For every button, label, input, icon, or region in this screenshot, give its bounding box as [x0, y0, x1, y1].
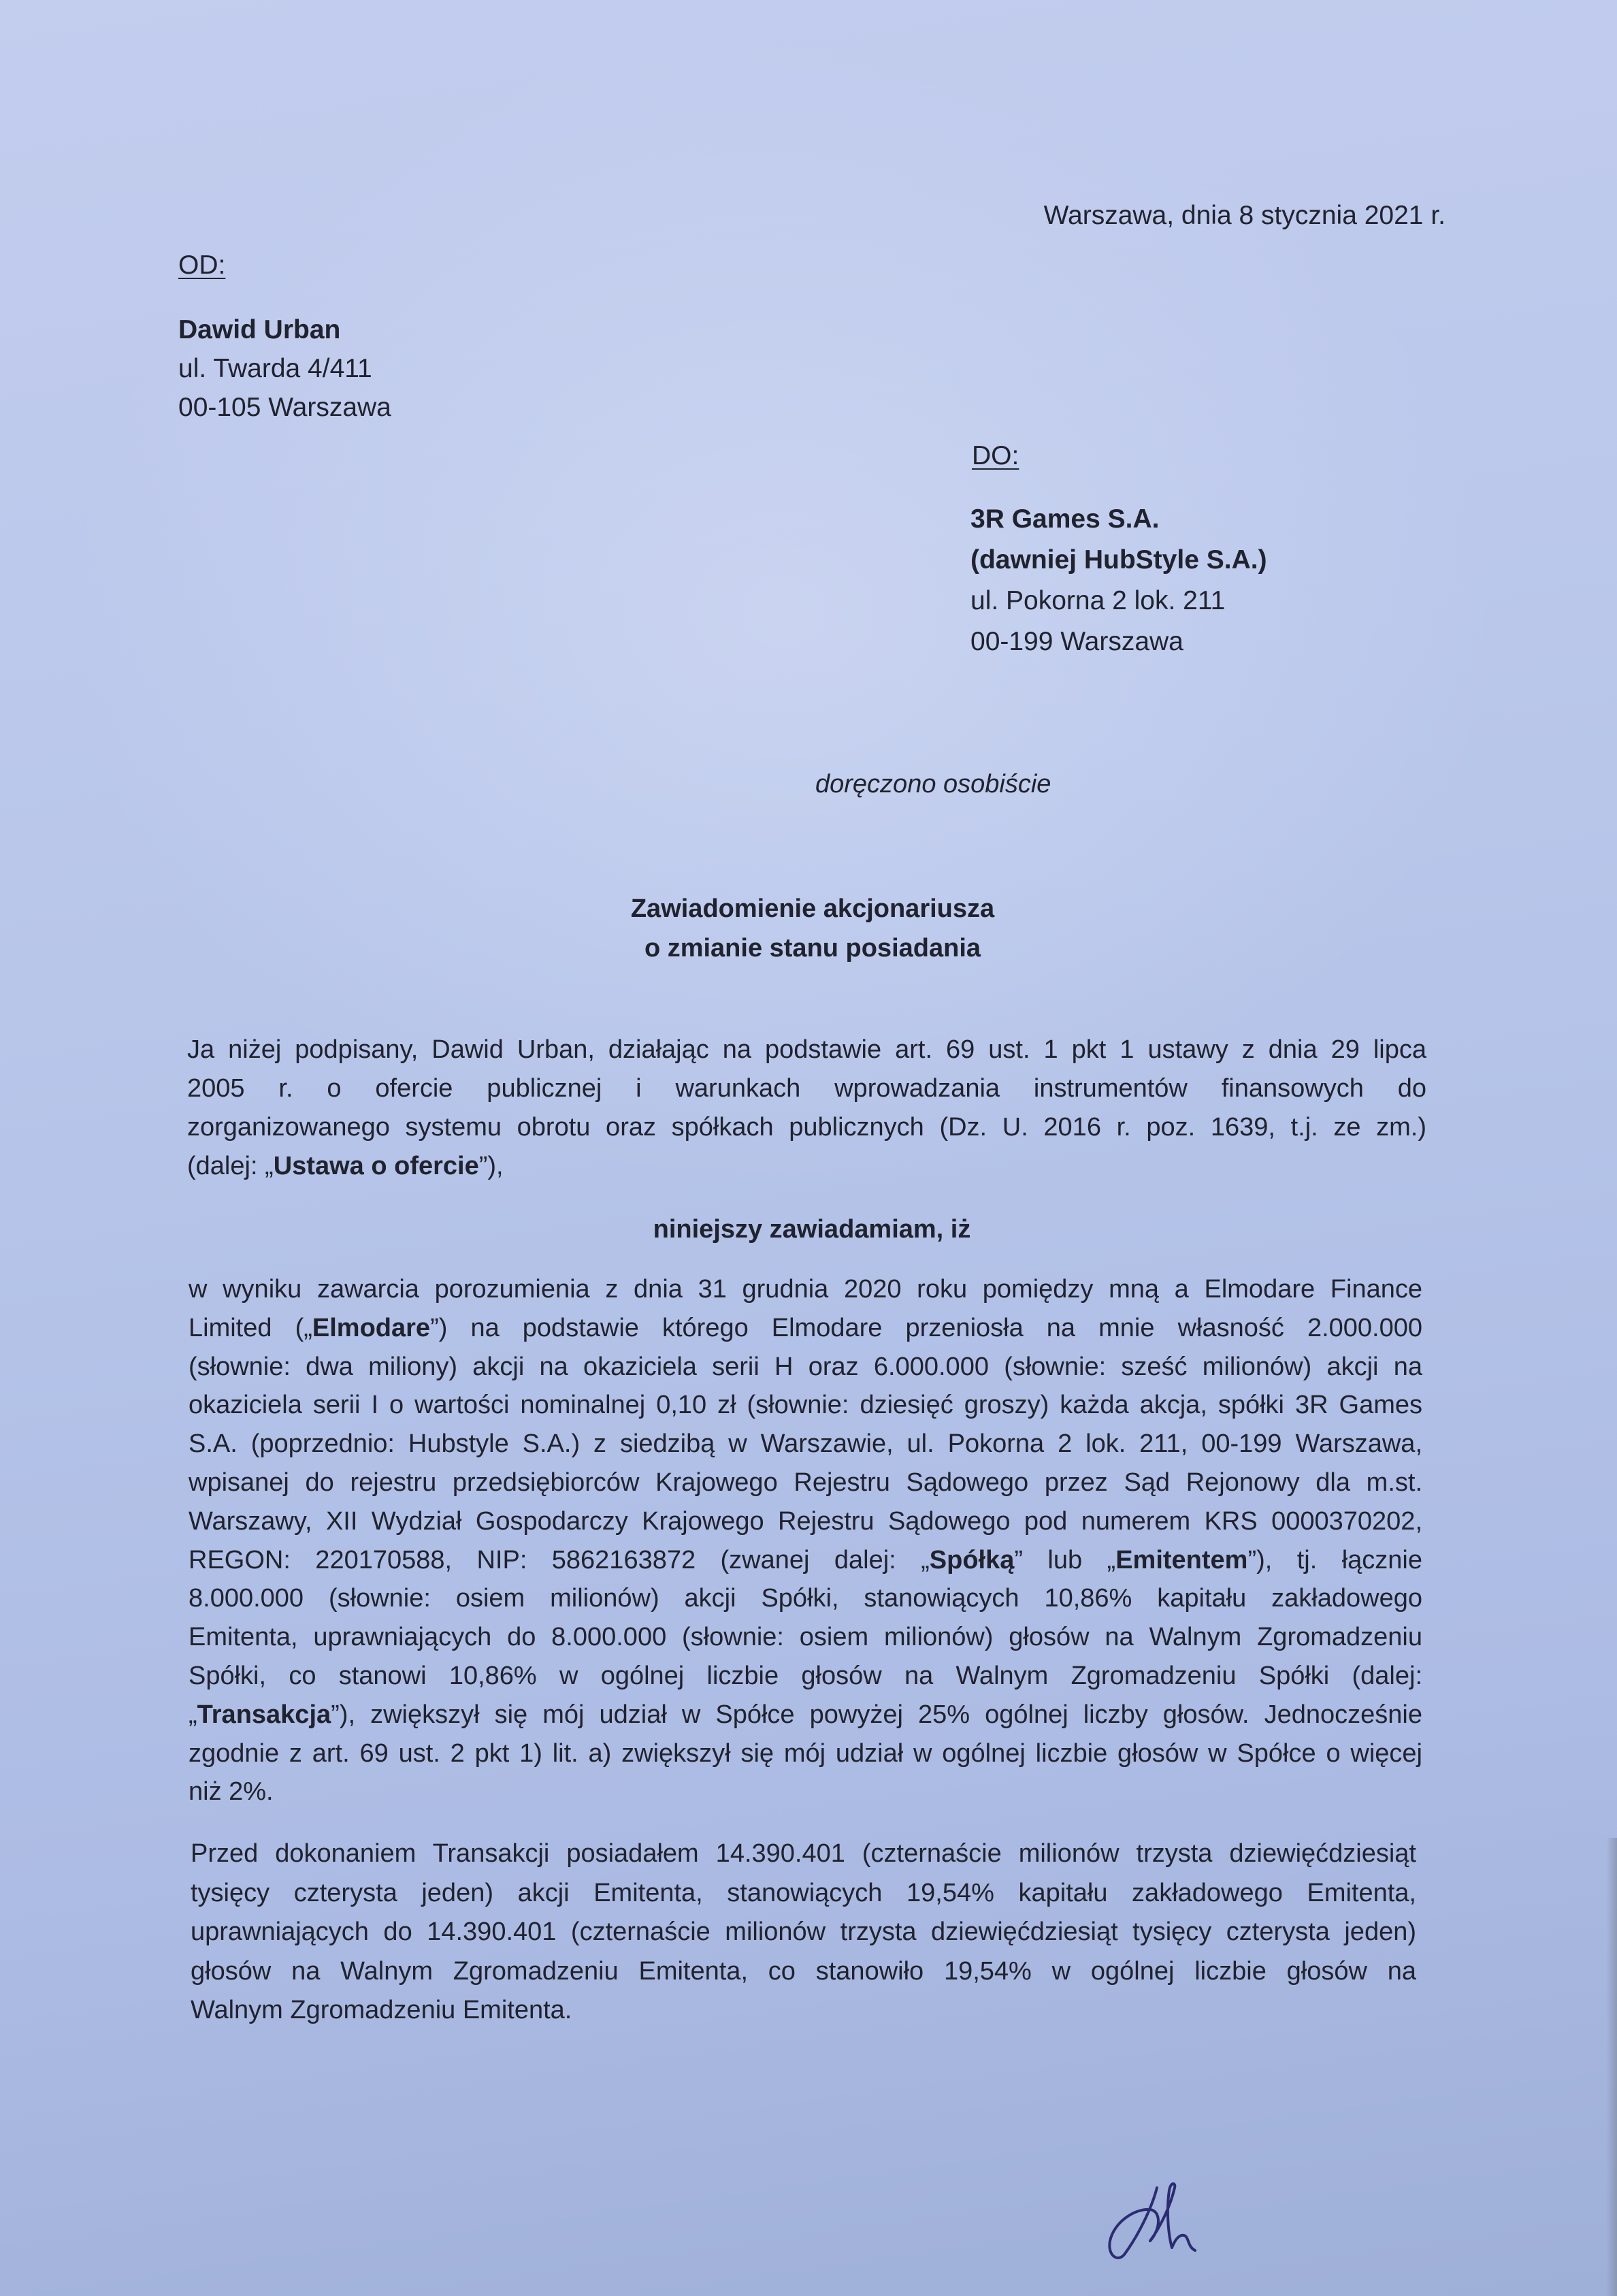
defined-term: Elmodare: [312, 1313, 431, 1342]
text-run: ”), tj. łącznie: [1247, 1545, 1422, 1574]
text-run: „: [189, 1700, 197, 1729]
sender-city: 00-105 Warszawa: [178, 393, 391, 422]
text-run: ”),: [478, 1152, 504, 1180]
defined-term: Emitentem: [1115, 1545, 1248, 1574]
text-run: ”) na podstawie którego Elmodare przeniosła na mnie własność 2.000.000: [430, 1313, 1422, 1342]
recipient-street: ul. Pokorna 2 lok. 211: [970, 586, 1226, 615]
paragraph-line: Przed dokonaniem Transakcji posiadałem 14.390.401 (czternaście milionów trzysta dziewięćdziesiąt: [191, 1839, 1416, 1868]
recipient-label: DO:: [972, 441, 1019, 470]
recipient-former-name: (dawniej HubStyle S.A.): [970, 545, 1267, 575]
paragraph-line: [187, 1147, 1426, 1186]
paragraph-line: niż 2%.: [189, 1777, 274, 1807]
sender-name: Dawid Urban: [178, 315, 341, 344]
paragraph-line: S.A. (poprzednio: Hubstyle S.A.) z siedzibą w Warszawie, ul. Pokorna 2 lok. 211, 00-199 Warszawa,: [189, 1429, 1422, 1459]
text-run: Limited („: [189, 1313, 312, 1342]
document-title: [404, 889, 1221, 968]
paragraph-line: 2005 r. o ofercie publicznej i warunkach wprowadzania instrumentów finansowych do: [187, 1074, 1426, 1103]
paragraph-line: Warszawy, XII Wydział Gospodarczy Krajowego Rejestru Sądowego pod numerem KRS 0000370202,: [189, 1506, 1422, 1536]
paragraph-prior-holding: [191, 1834, 1416, 2031]
paragraph-line: [189, 1696, 1422, 1734]
title-line: Zawiadomienie akcjonariusza: [630, 894, 995, 923]
defined-term: Ustawa o ofercie: [273, 1152, 479, 1180]
defined-term: Transakcja: [197, 1700, 331, 1729]
paragraph-line: w wyniku zawarcia porozumienia z dnia 31 grudnia 2020 roku pomiędzy mną a Elmodare Finance: [189, 1275, 1422, 1304]
defined-term: Spółką: [929, 1545, 1015, 1574]
paragraph-line: tysięcy czterysta jeden) akcji Emitenta, stanowiących 19,54% kapitału zakładowego Emitenta,: [191, 1878, 1416, 1907]
paragraph-line: Walnym Zgromadzeniu Emitenta.: [191, 1996, 572, 2024]
sender-street: ul. Twarda 4/411: [178, 354, 372, 383]
text-run: REGON: 220170588, NIP: 5862163872 (zwanej dalej: „: [189, 1545, 930, 1574]
paragraph-line: Emitenta, uprawniających do 8.000.000 (słownie: osiem milionów) głosów na Walnym Zgromadzeniu: [189, 1623, 1422, 1652]
text-run: ”), zwiększył się mój udział w Spółce powyżej 25% ogólnej liczby głosów. Jednocześnie: [331, 1700, 1422, 1729]
paragraph-line: wpisanej do rejestru przedsiębiorców Krajowego Rejestru Sądowego przez Sąd Rejonowy dla m.st.: [189, 1468, 1422, 1497]
paragraph-line: [189, 1309, 1422, 1348]
text-run: (dalej: „: [187, 1152, 274, 1180]
text-run: ” lub „: [1014, 1545, 1116, 1574]
paragraph-line: (słownie: dwa miliony) akcji na okaziciela serii H oraz 6.000.000 (słownie: sześć milionów) akcji na: [189, 1352, 1422, 1381]
paragraph-line: zgodnie z art. 69 ust. 2 pkt 1) lit. a) zwiększył się mój udział w ogólnej liczbie głosów w Spółce o więcej: [189, 1739, 1422, 1768]
sender-label: OD:: [178, 250, 226, 280]
paragraph-line: Ja niżej podpisany, Dawid Urban, działając na podstawie art. 69 ust. 1 pkt 1 ustawy z dnia 29 lipca: [187, 1035, 1426, 1064]
paragraph-line: okaziciela serii I o wartości nominalnej 0,10 zł (słownie: dziesięć groszy) każda akcja, spółki 3R Games: [189, 1391, 1422, 1420]
paragraph-transaction: [189, 1270, 1422, 1811]
paper-edge: [1606, 1838, 1617, 2296]
paragraph-line: 8.000.000 (słownie: osiem milionów) akcji Spółki, stanowiących 10,86% kapitału zakładowego: [189, 1584, 1422, 1613]
sender-block: [178, 310, 391, 427]
paragraph-legal-basis: [187, 1031, 1426, 1186]
paragraph-line: uprawniających do 14.390.401 (czternaście milionów trzysta dziewięćdziesiąt tysięcy czterysta jeden): [191, 1918, 1416, 1946]
title-line: o zmianie stanu posiadania: [644, 934, 981, 963]
paragraph-line: Spółki, co stanowi 10,86% w ogólnej liczbie głosów na Walnym Zgromadzeniu Spółki (dalej:: [189, 1661, 1422, 1690]
delivery-note: doręczono osobiście: [815, 770, 1051, 798]
recipient-name: 3R Games S.A.: [970, 504, 1160, 534]
notice-heading: niniejszy zawiadamiam, iż: [653, 1215, 971, 1244]
recipient-city: 00-199 Warszawa: [970, 627, 1183, 656]
place-date: Warszawa, dnia 8 stycznia 2021 r.: [1043, 201, 1446, 230]
signature: [1102, 2178, 1205, 2267]
recipient-block: [970, 499, 1267, 662]
paragraph-line: zorganizowanego systemu obrotu oraz spółkach publicznych (Dz. U. 2016 r. poz. 1639, t.j. ze zm.): [187, 1113, 1426, 1142]
paragraph-line: [189, 1541, 1422, 1580]
paragraph-line: głosów na Walnym Zgromadzeniu Emitenta, co stanowiło 19,54% w ogólnej liczbie głosów na: [191, 1956, 1416, 1986]
